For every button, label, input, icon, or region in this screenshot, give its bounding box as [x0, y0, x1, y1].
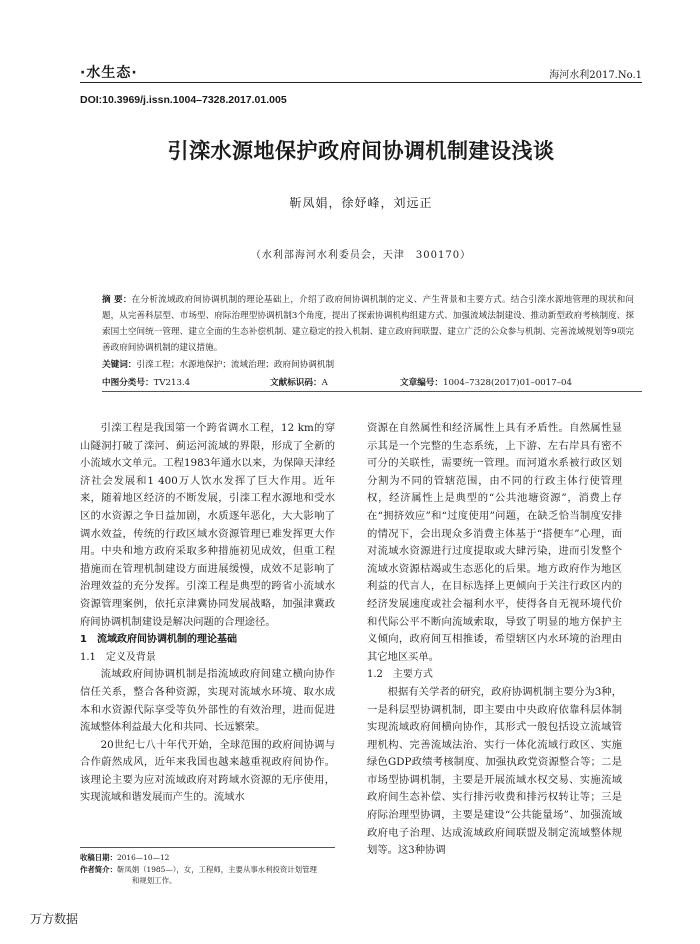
doi: DOI:10.3969/j.issn.1004–7328.2017.01.005 [80, 94, 287, 106]
abstract-text: 在分析流域政府间协调机制的理论基础上，介绍了政府间协调机制的定义、产生背景和主要方式。结合引滦水源地管理的现状和问题，从完善科层型、市场型、府际治理型协调机制3个角度，提出了探索协调机构组建方式、加强流域法制建设、推动新型政府考核制度、探索国土空间统一管理、建立全面的生态补偿机制、建立稳定的投入机制、建立政府间联盟、建立广泛的公众参与机制、完善流域规划等9项完善政府间协调机制的建议措施。 [102, 295, 634, 353]
footnote [80, 852, 342, 887]
author-bio-line1: 靳凤娟（1985—），女，工程师，主要从事水利投资计划管理 [116, 864, 317, 874]
abstract-rule [102, 391, 642, 392]
clc-code [102, 376, 190, 388]
document-code-label: 文献标识码： [270, 378, 322, 388]
affiliation: （水利部海河水利委员会，天津 300170） [250, 250, 472, 261]
paper-title: 引滦水源地保护政府间协调机制建设浅谈 [167, 139, 555, 163]
author-bio-line2: 和规划工作。 [132, 876, 177, 885]
paragraph-1-2: 20世纪七八十年代开始，全球范围的政府间协调与合作蔚然成风，近年来我国也越来越重视政府间协作。该理论主要为应对流域政府对跨域水资源的无序使用，实现流域和谐发展而产生的。流域水 [80, 738, 335, 804]
author-bio [80, 864, 342, 876]
wanfang-watermark: 万方数据 [30, 912, 79, 926]
section-1-1-heading: 1.1 定义及背景 [80, 651, 156, 663]
section-1-2-heading: 1.2 主要方式 [367, 669, 433, 681]
keywords [102, 358, 642, 370]
clc-value: TV213.4 [153, 378, 191, 388]
paragraph-1-1: 流域政府间协调机制是指流域政府间建立横向协作信任关系，整合各种资源，实现对流域水环境、取水成本和水资源代际享受等负外部性的有效治理，进而促进流域整体利益最大化和共同、长远繁荣。 [80, 668, 335, 734]
clc-label: 中图分类号： [102, 378, 154, 388]
authors: 靳凤娟，徐妤峰，刘远正 [289, 196, 433, 210]
journal-issue: 海河水利2017.No.1 [549, 70, 642, 81]
intro-paragraph: 引滦工程是我国第一个跨省调水工程，12 km的穿山隧洞打破了滦河、蓟运河流域的界限，形成了全新的小流域水文单元。工程1983年通水以来，为保障天津经济社会发展和1 400万人饮水发挥了巨大作用。近年来，随着地区经济的不断发展，引滦工程水源地和受水区的水资源之争日益加剧，水质逐年恶化，大大影响了调水效益，传统的行政区域水资源管理已难发挥更大作用。中央和地方政府采取多种措施初见成效，但重工程措施而在管理机制建设方面进展缓慢，成效不足影响了治理效益的充分发挥。引滦工程是典型的跨省小流域水资源管理案例，依托京津冀协同发展战略，加强津冀政府间协调机制建设是解决问题的合理途径。 [80, 422, 335, 628]
paragraph-1-2-methods: 根据有关学者的研究，政府协调机制主要分为3种，一是科层型协调机制，即主要由中央政府依靠科层体制实现流域政府间横向协作，其形式一般包括设立流域管理机构、完善流域法治、实行一体化流域行政区、实施绿色GDP政绩考核制度、加强执政党资源整合等；二是市场型协调机制，主要是开展流域水权交易、实施流域政府间生态补偿、实行排污收费和排污权转让等；三是府际治理型协调，主要是建设“公共能量场”、加强流域政府电子治理、达成流域政府间联盟及制定流域整体规划等。这3种协调 [367, 685, 622, 857]
received-value: 2016—10—12 [116, 853, 170, 862]
section-label: ·水生态· [80, 65, 138, 81]
section-1-heading: 1 流域政府间协调机制的理论基础 [80, 634, 237, 646]
received-date [80, 852, 342, 864]
keywords-label: 关键词： [102, 360, 137, 370]
author-bio-label: 作者简介： [80, 864, 117, 874]
document-code-value: A [321, 378, 328, 388]
received-label: 收稿日期： [80, 853, 117, 862]
header-rule [80, 82, 642, 83]
abstract-label: 摘 要： [102, 295, 132, 305]
document-code [270, 376, 328, 388]
abstract [102, 292, 634, 356]
footnote-rule [80, 847, 335, 848]
article-number-value: 1004–7328(2017)01–0017–04 [442, 378, 572, 388]
paragraph-continued: 资源在自然属性和经济属性上具有矛盾性。自然属性显示其是一个完整的生态系统，上下游、左右岸具有密不可分的关联性，需要统一管理。而河道水系被行政区划分割为不同的管辖范围，由不同的行政主体行使管理权，经济属性上是典型的“公共池塘资源”，消费上存在“拥挤效应”和“过度使用”问题，在缺乏恰当制度安排的情况下，会出现众多消费主体基于“搭便车”心理，面对流域水资源进行过度提取或大肆污染，进而引发整个流域水资源枯竭或生态恶化的后果。地方政府作为地区利益的代言人，在目标选择上更倾向于关注行政区内的经济发展速度或社会福利水平，使得各自无视环境代价和代际公平不断向流域索取，导致了明显的地方保护主义倾向，政府间互相推诿，希望辖区内水环境的治理由其它地区买单。 [367, 422, 622, 663]
left-column [80, 420, 335, 807]
keywords-text: 引滦工程；水源地保护；流域治理；政府间协调机制 [136, 360, 335, 370]
right-column [367, 420, 622, 860]
article-number [400, 376, 572, 388]
article-number-label: 文章编号： [400, 378, 443, 388]
